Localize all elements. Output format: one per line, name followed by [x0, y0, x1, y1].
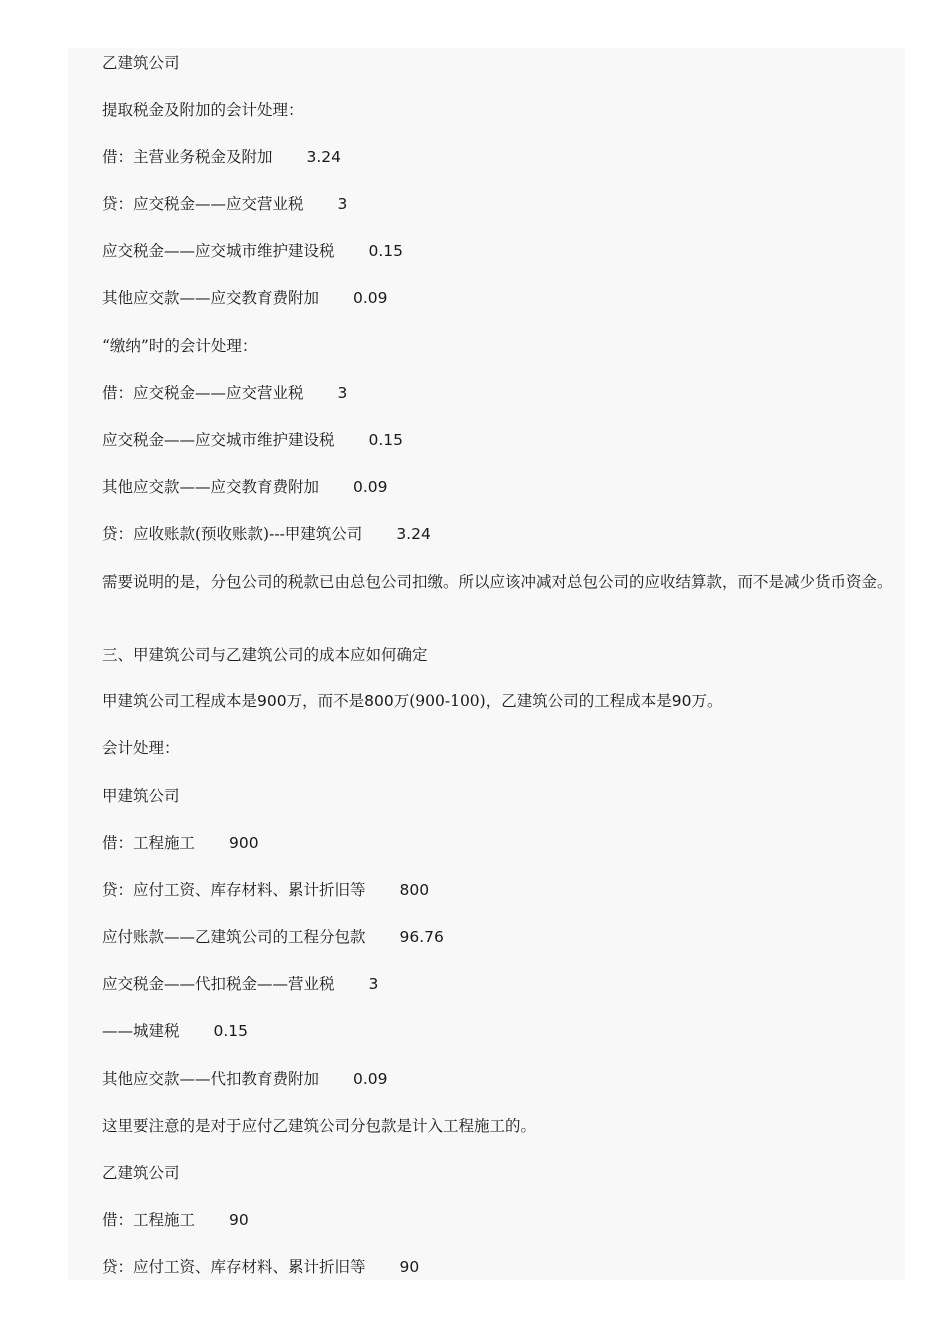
- line-text: 应交税金——应交城市维护建设税: [102, 431, 335, 449]
- cost-text: 万(900-100)，乙建筑公司的工程成本是: [393, 692, 672, 710]
- doc-line: [102, 287, 388, 309]
- cost-number: 800: [364, 692, 394, 710]
- line-text: 借：主营业务税金及附加: [102, 148, 273, 166]
- line-text: 应付账款——乙建筑公司的工程分包款: [102, 928, 366, 946]
- doc-line: [102, 737, 180, 759]
- doc-line: [102, 52, 180, 74]
- line-amount: 800: [399, 881, 430, 899]
- line-amount: 3: [368, 975, 379, 993]
- line-amount: 90: [229, 1211, 249, 1229]
- document-page: [68, 48, 905, 1280]
- section-heading: [102, 644, 428, 666]
- cost-number: 900: [257, 692, 287, 710]
- line-text: 应交税金——代扣税金——营业税: [102, 975, 335, 993]
- line-amount: 0.15: [368, 431, 404, 449]
- cost-sentence: [102, 690, 722, 712]
- cost-number: 90: [671, 692, 692, 710]
- doc-line: [102, 335, 257, 357]
- line-amount: 3: [337, 195, 348, 213]
- line-text: 其他应交款——应交教育费附加: [102, 289, 320, 307]
- doc-line: [102, 1115, 536, 1137]
- line-text: 其他应交款——代扣教育费附加: [102, 1070, 320, 1088]
- doc-line: [102, 1020, 248, 1042]
- doc-line: [102, 973, 378, 995]
- line-text: “缴纳”时的会计处理：: [102, 337, 258, 355]
- line-text: 应交税金——应交城市维护建设税: [102, 242, 335, 260]
- doc-line: [102, 429, 403, 451]
- doc-line: [102, 1068, 388, 1090]
- line-text: 提取税金及附加的会计处理：: [102, 101, 304, 119]
- line-text: 这里要注意的是对于应付乙建筑公司分包款是计入工程施工的。: [102, 1117, 537, 1135]
- doc-line: [102, 879, 429, 901]
- line-amount: 900: [229, 834, 259, 852]
- doc-line: [102, 1209, 249, 1231]
- line-amount: 0.09: [353, 478, 388, 496]
- line-text: 贷：应付工资、库存材料、累计折旧等: [102, 881, 366, 899]
- doc-line: [102, 1256, 419, 1278]
- line-text: 借：应交税金——应交营业税: [102, 384, 304, 402]
- line-text: 乙建筑公司: [102, 54, 180, 72]
- cost-text: 万，而不是: [286, 692, 365, 710]
- line-amount: 0.15: [368, 242, 404, 260]
- line-amount: 96.76: [399, 928, 444, 946]
- line-text: 借：工程施工: [102, 1211, 196, 1229]
- line-amount: 0.09: [353, 289, 388, 307]
- line-text: 贷：应收账款(预收账款)---甲建筑公司: [102, 525, 363, 543]
- line-text: 贷：应交税金——应交营业税: [102, 195, 304, 213]
- line-amount: 0.09: [353, 1070, 388, 1088]
- doc-line: [102, 146, 341, 168]
- doc-line: [102, 926, 444, 948]
- heading-text: 三、甲建筑公司与乙建筑公司的成本应如何确定: [102, 646, 428, 664]
- doc-line: [102, 832, 259, 854]
- line-text: 甲建筑公司: [102, 787, 180, 805]
- doc-line: [102, 99, 304, 121]
- line-text: 贷：应付工资、库存材料、累计折旧等: [102, 1258, 366, 1276]
- cost-text: 甲建筑公司工程成本是: [102, 692, 258, 710]
- line-amount: 90: [399, 1258, 420, 1276]
- line-text: 借：工程施工: [102, 834, 196, 852]
- line-text: 会计处理：: [102, 739, 180, 757]
- line-amount: 3.24: [396, 525, 431, 543]
- doc-line: [102, 785, 180, 807]
- doc-line: [102, 523, 431, 545]
- line-amount: 3: [337, 384, 348, 402]
- line-text: 其他应交款——应交教育费附加: [102, 478, 320, 496]
- line-text: 乙建筑公司: [102, 1164, 180, 1182]
- cost-text: 万。: [691, 692, 723, 710]
- doc-line: [102, 382, 347, 404]
- doc-line: [102, 1162, 180, 1184]
- doc-line: [102, 240, 403, 262]
- doc-line: [102, 476, 388, 498]
- line-text: ——城建税: [102, 1022, 180, 1040]
- line-amount: 3.24: [306, 148, 342, 166]
- doc-line: [102, 193, 347, 215]
- note-paragraph: 需要说明的是，分包公司的税款已由总包公司扣缴。所以应该冲减对总包公司的应收结算款，而不是减少货币资金。: [102, 573, 893, 591]
- line-amount: 0.15: [213, 1022, 249, 1040]
